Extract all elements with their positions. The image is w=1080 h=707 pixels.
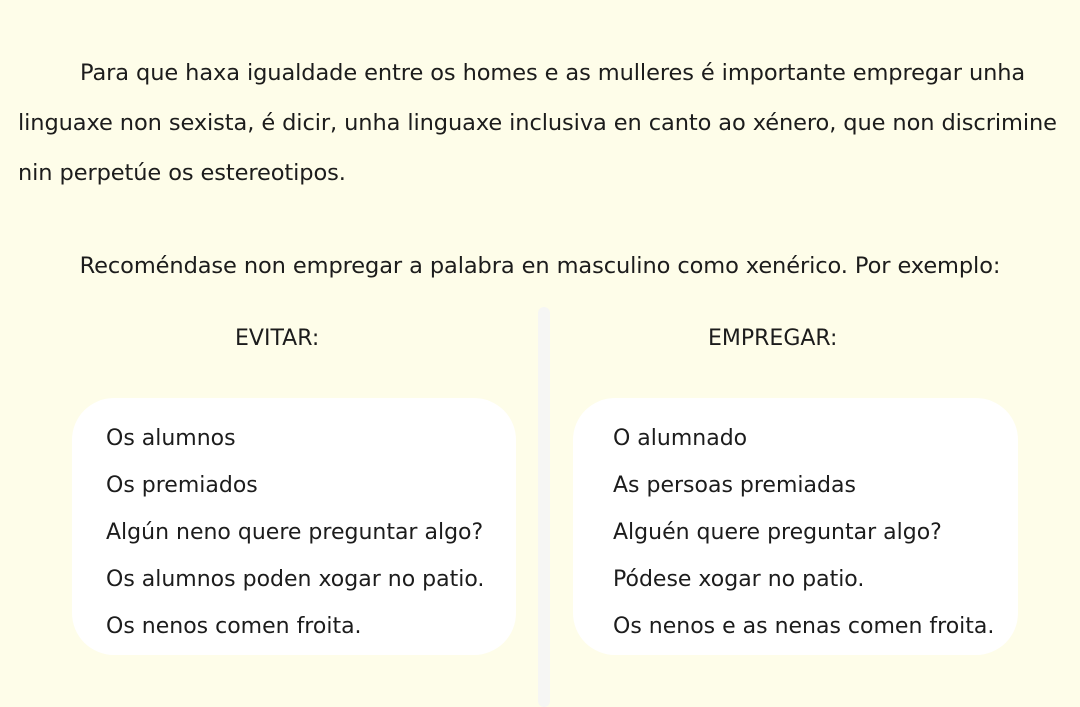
use-card	[573, 398, 1018, 655]
avoid-item: Os alumnos poden xogar no patio.	[106, 567, 485, 592]
use-item: Alguén quere preguntar algo?	[613, 520, 942, 545]
avoid-list	[106, 424, 484, 659]
avoid-item: Os nenos comen froita.	[106, 614, 362, 639]
intro-paragraph	[18, 48, 1068, 198]
avoid-item: Algún neno quere preguntar algo?	[106, 520, 484, 545]
use-item: O alumnado	[613, 426, 748, 451]
intro-text: Para que haxa igualdade entre os homes e as mulleres é importante empregar unha linguaxe non sexista, é dicir, unha linguaxe inclusiva en canto ao xénero, que non discrimine nin perpetúe os estereotipos.	[18, 60, 1057, 186]
avoid-heading: EVITAR:	[235, 326, 320, 351]
avoid-item: Os alumnos	[106, 426, 236, 451]
use-item: Pódese xogar no patio.	[613, 567, 865, 592]
use-item: Os nenos e as nenas comen froita.	[613, 614, 995, 639]
avoid-item: Os premiados	[106, 473, 258, 498]
avoid-card	[72, 398, 516, 655]
use-item: As persoas premiadas	[613, 473, 856, 498]
use-list	[613, 424, 994, 659]
use-heading: EMPREGAR:	[708, 326, 838, 351]
column-divider	[538, 307, 550, 707]
recommendation-text: Recoméndase non empregar a palabra en masculino como xenérico. Por exemplo:	[79, 253, 1001, 279]
